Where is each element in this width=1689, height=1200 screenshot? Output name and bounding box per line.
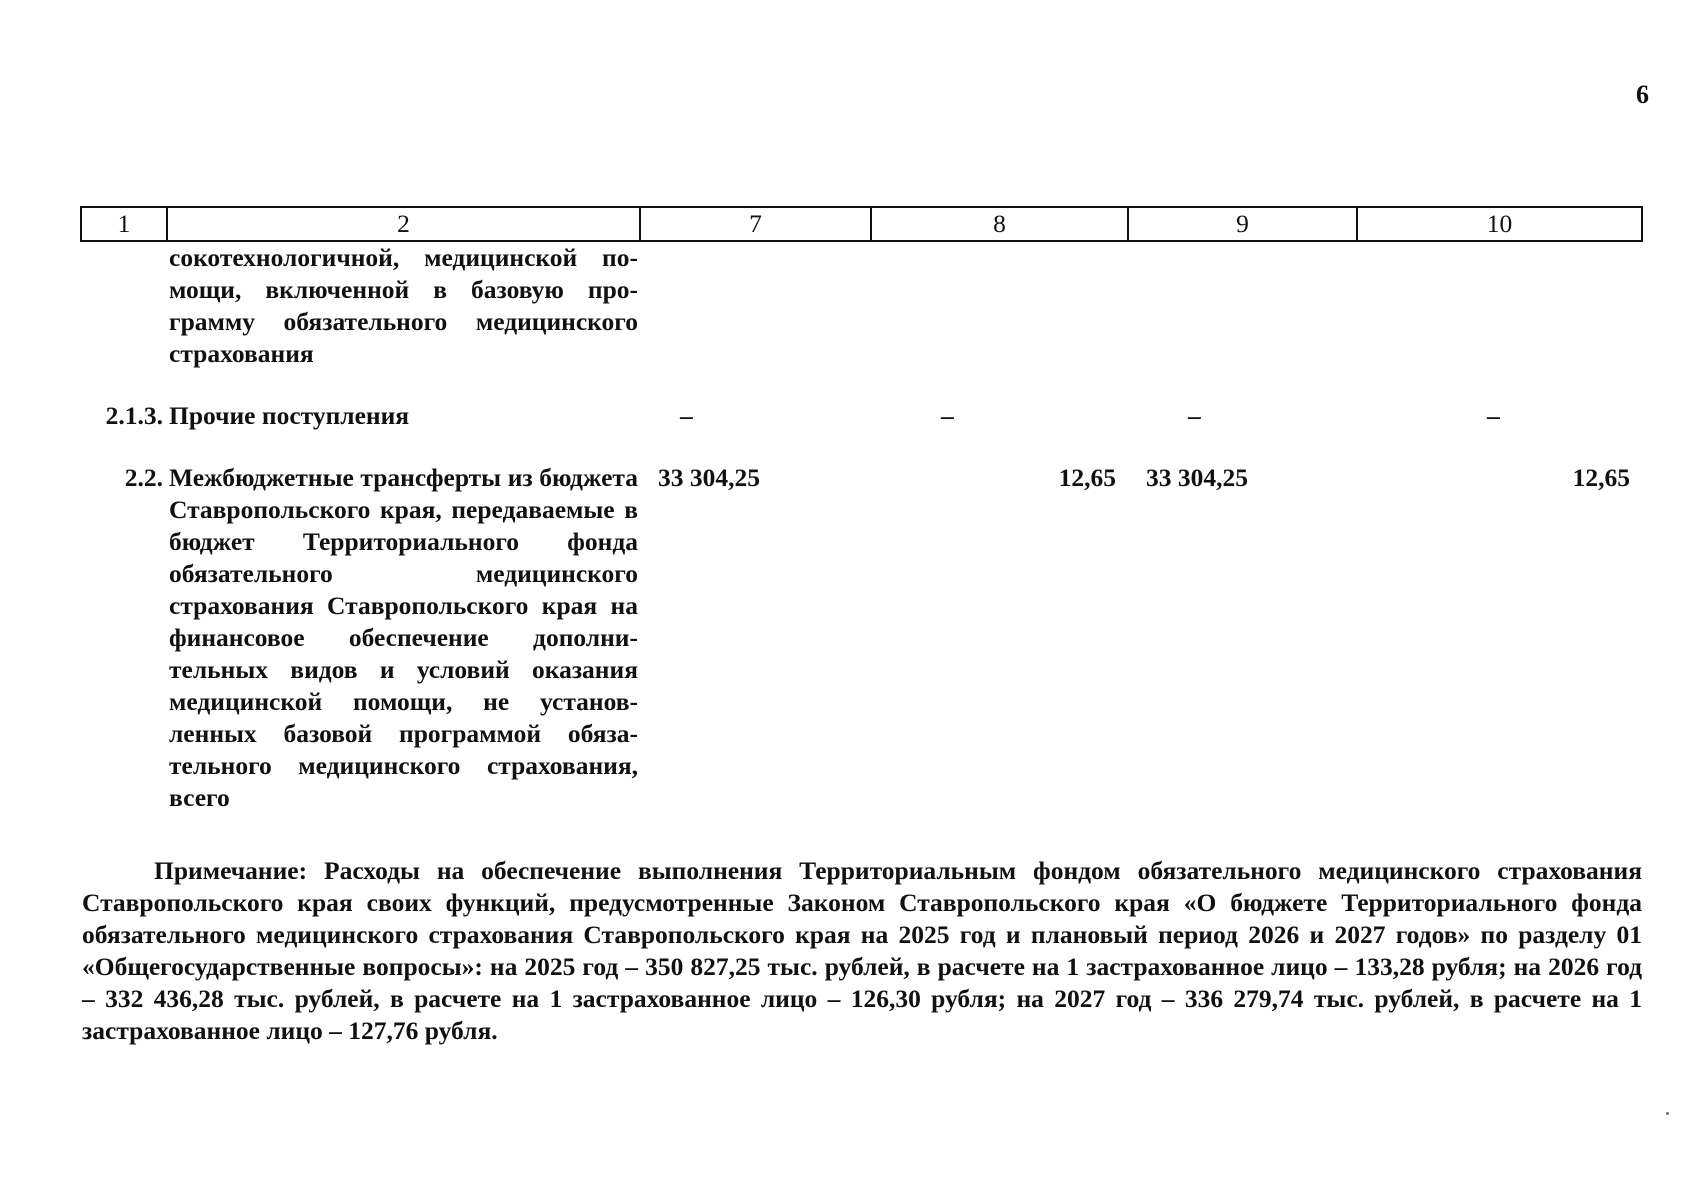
- row-value-col-8: –: [941, 401, 954, 430]
- header-col-7: 7: [640, 207, 871, 241]
- row-code: 2.1.3.: [105, 401, 163, 430]
- header-col-8: 8: [871, 207, 1128, 241]
- row-spacer: [81, 432, 1642, 462]
- row-value-col-10: –: [1487, 401, 1500, 430]
- row-value-col-9: [1128, 241, 1357, 370]
- row-value-col-9: –: [1188, 401, 1201, 430]
- table-row: [81, 241, 1642, 370]
- row-description: сокотехнологичной, медицинской помощи, включенной в базовую программу обязательного медицинского страхования: [169, 243, 638, 368]
- page-number: 6: [1636, 80, 1649, 109]
- row-code: [81, 241, 167, 370]
- budget-table-container: [80, 206, 1641, 814]
- table-row: [81, 462, 1642, 814]
- header-col-9: 9: [1128, 207, 1357, 241]
- row-description: Межбюджетные трансферты из бюджета Ставропольского края, передаваемые в бюджет Территориального фонда обязательного медицинского страхования Ставропольского края на финансовое обеспечение дополнительных видов и условий оказания медицинской помощи, не установленных базовой программой обязательного медицинского страхования, всего: [169, 463, 638, 812]
- footnote: Примечание: Расходы на обеспечение выполнения Территориальным фондом обязательного медицинского страхования Ставропольского края своих функций, предусмотренные Законом Ставропольского края «О бюджете Территориального фонда обязательного медицинского страхования Ставропольского края на 2025 год и плановый период 2026 и 2027 годов» по разделу 01 «Общегосударственные вопросы»: на 2025 год – 350 827,25 тыс. рублей, в расчете на 1 застрахованное лицо – 133,28 рубля; на 2026 год – 332 436,28 тыс. рублей, в расчете на 1 застрахованное лицо – 126,30 рубля; на 2027 год – 336 279,74 тыс. рублей, в расчете на 1 застрахованное лицо – 127,76 рубля.: [82, 856, 1642, 1045]
- row-code: 2.2.: [124, 463, 163, 492]
- header-col-10: 10: [1357, 207, 1642, 241]
- row-description: Прочие поступления: [169, 401, 410, 430]
- row-value-col-7: [640, 241, 871, 370]
- row-value-col-10: 12,65: [1572, 463, 1630, 492]
- table-header-row: [81, 207, 1642, 241]
- row-value-col-8: [871, 241, 1128, 370]
- table-row: [81, 400, 1642, 432]
- header-col-2: 2: [167, 207, 640, 241]
- row-value-col-7: 33 304,25: [658, 463, 760, 492]
- budget-table: [80, 206, 1643, 814]
- header-col-1: 1: [81, 207, 167, 241]
- row-value-col-7: –: [680, 401, 693, 430]
- row-spacer: [81, 370, 1642, 400]
- row-value-col-10: [1357, 241, 1642, 370]
- row-value-col-9: 33 304,25: [1146, 463, 1248, 492]
- scan-speck: [1666, 1112, 1669, 1115]
- row-value-col-8: 12,65: [1058, 463, 1116, 492]
